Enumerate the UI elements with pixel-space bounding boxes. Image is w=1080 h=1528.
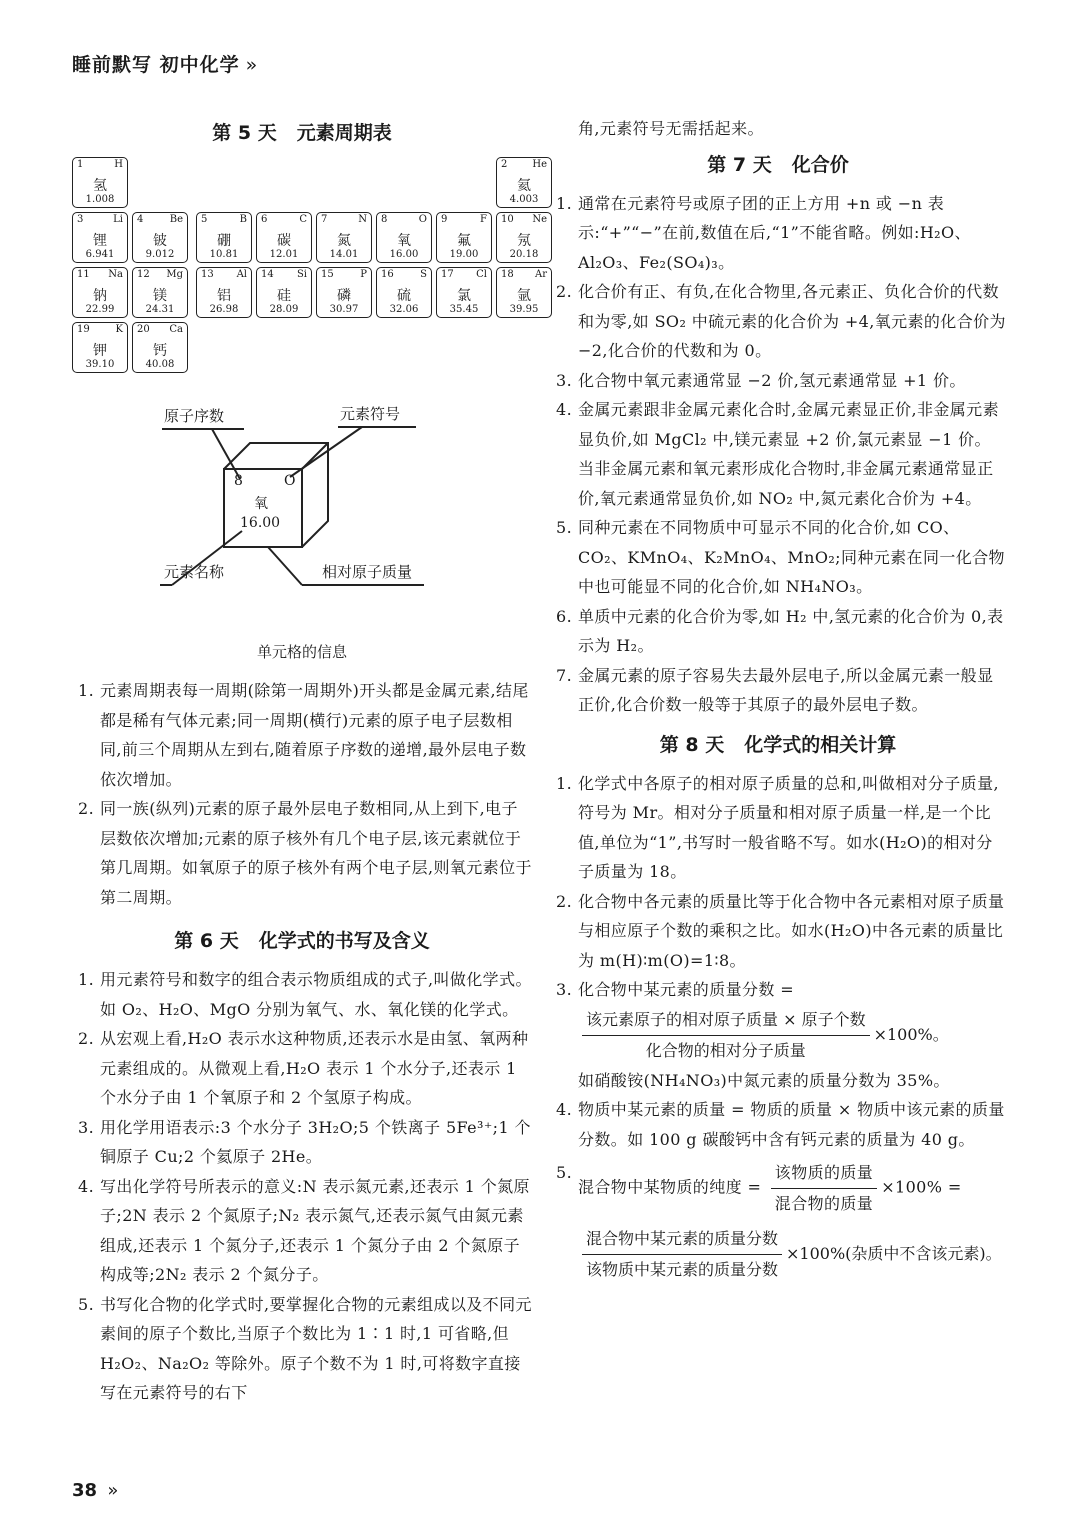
atomic-mass: 12.01	[269, 249, 299, 260]
atomic-number: 9	[441, 214, 448, 225]
item-text: 金属元素跟非金属元素化合时,金属元素显正价,非金属元素显负价,如 MgCl₂ 中,镁元素显 +2 价,氯元素显 −1 价。当非金属元素和氧元素形成化合物时,非金属元素通常显正价,氧元素通常显负价,如 NO₂ 中,氮元素化合价为 +4。	[578, 400, 999, 508]
element-symbol: Ca	[169, 324, 183, 335]
item-text: 写出化学符号所表示的意义:N 表示氮元素,还表示 1 个氮原子;2N 表示 2 个氮原子;N₂ 表示氮气,还表示氮气由氮元素组成,还表示 1 个氮分子,还表示 1 个氮分子由 2 个氮原子构成等;2N₂ 表示 2 个氮分子。	[100, 1176, 530, 1284]
list-item	[72, 1024, 532, 1113]
list-item	[72, 1290, 532, 1408]
element-cell	[316, 212, 372, 263]
atomic-mass: 20.18	[509, 249, 539, 260]
element-cell	[496, 212, 552, 263]
fraction: $\frac{\text{混合物中某元素的质量分数}}{\text{该物质中某元素的质量分数}}$	[582, 1224, 782, 1285]
item-text: 用元素符号和数字的组合表示物质组成的式子,叫做化学式。如 O₂、H₂O、MgO 分别为氧气、水、氧化镁的化学式。	[100, 970, 532, 1019]
item-text: 用化学用语表示:3 个水分子 3H₂O;5 个铁离子 5Fe³⁺;1 个铜原子 Cu;2 个氦原子 2He。	[100, 1117, 531, 1166]
element-symbol: He	[532, 159, 547, 170]
element-name: 硅	[277, 288, 291, 304]
element-symbol: P	[360, 269, 367, 280]
element-name: 氦	[517, 178, 531, 194]
atomic-number: 19	[77, 324, 90, 335]
item-number: 5.	[556, 518, 573, 537]
day8-title: 第 8 天 化学式的相关计算	[659, 733, 897, 756]
item-number: 4.	[556, 400, 573, 419]
element-name: 钠	[93, 288, 107, 304]
list-item	[72, 1113, 532, 1172]
atomic-mass: 39.95	[509, 304, 539, 315]
atomic-mass: 24.31	[145, 304, 175, 315]
fraction	[582, 1005, 870, 1066]
label-atomic-number: 原子序数	[164, 407, 225, 425]
element-cell	[132, 267, 188, 318]
element-name: 氯	[457, 288, 471, 304]
atomic-number: 14	[261, 269, 274, 280]
header-title: 睡前默写 初中化学	[72, 54, 240, 76]
element-symbol: O	[418, 214, 427, 225]
atomic-number: 17	[441, 269, 454, 280]
element-symbol: N	[358, 214, 367, 225]
page-number: 38	[72, 1480, 98, 1501]
element-cell	[436, 267, 492, 318]
list-item	[550, 887, 1006, 976]
item-number: 1.	[556, 193, 573, 213]
day6-title: 第 6 天 化学式的书写及含义	[174, 930, 430, 952]
item-text: 元素周期表每一周期(除第一周期外)开头都是金属元素,结尾都是稀有气体元素;同一周期(横行)元素的原子电子层数相同,前三个周期从左到右,随着原子序数的递增,最外层电子数依次增加。	[100, 681, 529, 789]
label-atomic-mass: 相对原子质量	[322, 563, 413, 581]
periodic-table	[72, 157, 547, 379]
day5-title: 第 5 天 元素周期表	[212, 122, 392, 144]
element-symbol: Be	[169, 214, 183, 225]
day7-title: 第 7 天 化合价	[707, 153, 849, 176]
atomic-mass: 10.81	[209, 249, 239, 260]
item-number: 1.	[78, 681, 95, 700]
item-text: 金属元素的原子容易失去最外层电子,所以金属元素一般显正价,化合价数一般等于其原子的最外层电子数。	[578, 665, 994, 714]
chevron-right-icon: »	[245, 54, 259, 76]
page-footer	[72, 1480, 118, 1501]
atomic-mass: 40.08	[145, 359, 175, 370]
element-name: 氖	[517, 233, 531, 249]
element-cell	[72, 322, 128, 373]
atomic-mass: 30.97	[329, 304, 359, 315]
element-cell	[132, 322, 188, 373]
item-number: 7.	[556, 665, 573, 685]
element-name: 硼	[217, 233, 231, 249]
atomic-number: 3	[77, 214, 84, 225]
cube-caption: 单元格的信息	[256, 643, 347, 661]
element-name: 镁	[153, 288, 167, 304]
atomic-mass: 32.06	[389, 304, 419, 315]
element-cell	[72, 267, 128, 318]
item-text: 同一族(纵列)元素的原子最外层电子数相同,从上到下,电子层数依次增加;元素的原子核外有几个电子层,该元素就位于第几周期。如氧原子的原子核外有两个电子层,则氧元素位于第二周期。	[100, 799, 532, 907]
label-element-symbol: 元素符号	[340, 405, 401, 423]
list-item	[72, 794, 532, 912]
atomic-mass: 1.008	[85, 194, 115, 205]
atomic-number: 10	[501, 214, 514, 225]
element-cell	[196, 212, 252, 263]
atomic-number: 11	[77, 269, 90, 280]
item-text: 化合物中某元素的质量分数 =	[578, 980, 795, 999]
element-name: 氟	[457, 233, 471, 249]
element-cell	[256, 212, 312, 263]
item-number: 3.	[556, 370, 573, 390]
item-text: 从宏观上看,H₂O 表示水这种物质,还表示水是由氢、氧两种元素组成的。从微观上看,H₂O 表示 1 个水分子,还表示 1 个水分子由 1 个氧原子和 2 个氢原子构成。	[100, 1029, 529, 1107]
element-cell	[72, 157, 128, 208]
element-cell	[132, 212, 188, 263]
atomic-mass: 4.003	[509, 194, 539, 205]
atomic-number: 4	[137, 214, 144, 225]
list-item	[550, 395, 1006, 513]
element-cell	[496, 157, 552, 208]
item-text: 化合价有正、有负,在化合物里,各元素正、负化合价的代数和为零,如 SO₂ 中硫元素的化合价为 +4,氧元素的化合价为 −2,化合价的代数和为 0。	[578, 282, 1006, 360]
atomic-number: 1	[77, 159, 84, 170]
item-text: 化学式中各原子的相对原子质量的总和,叫做相对分子质量,符号为 Mr。相对分子质量和相对原子质量一样,是一个比值,单位为“1”,书写时一般省略不写。如水(H₂O)的相对分子质量为 18。	[578, 773, 999, 881]
item-number: 2.	[78, 1029, 95, 1048]
element-cell	[376, 212, 432, 263]
list-item: 5. 混合物中某物质的纯度 = $\frac{\text{该物质的质量}}{\text{混合物的质量}}$ ×100% =	[550, 1158, 1006, 1218]
element-name: 磷	[337, 288, 351, 304]
day6-items	[72, 965, 532, 1408]
item-number: 5.	[78, 1294, 95, 1314]
element-name: 钾	[93, 343, 107, 359]
chevron-right-icon: »	[107, 1480, 119, 1501]
atomic-number: 2	[501, 159, 508, 170]
mass-fraction-formula: $\frac{\text{该元素原子的相对原子质量 × 原子个数}}{\text{化合物的相对分子质量}}$ ×100%。	[550, 1005, 1006, 1066]
day5-items	[72, 676, 532, 912]
list-item	[550, 366, 1006, 396]
list-item	[72, 676, 532, 794]
item-number: 1.	[78, 970, 95, 989]
element-name: 碳	[277, 233, 291, 249]
day7-items	[550, 189, 1006, 720]
element-name: 硫	[397, 288, 411, 304]
cube-mass: 16.00	[240, 515, 281, 531]
element-symbol: Al	[236, 269, 247, 280]
atomic-mass: 39.10	[85, 359, 115, 370]
atomic-mass: 16.00	[389, 249, 419, 260]
atomic-mass: 19.00	[449, 249, 479, 260]
day8-items	[550, 769, 1006, 1005]
item-number: 4.	[78, 1176, 95, 1196]
element-cell	[196, 267, 252, 318]
fraction-denominator: 化合物的相对分子质量	[645, 1040, 806, 1060]
atomic-number: 13	[201, 269, 214, 280]
atomic-number: 7	[321, 214, 328, 225]
atomic-mass: 6.941	[85, 249, 115, 260]
list-item	[550, 661, 1006, 720]
element-cell	[72, 212, 128, 263]
element-symbol: B	[239, 214, 247, 225]
right-column	[550, 114, 1006, 1285]
element-name: 铍	[153, 233, 167, 249]
element-cell	[256, 267, 312, 318]
element-name: 铝	[217, 288, 231, 304]
element-symbol: Cl	[476, 269, 487, 280]
atomic-mass: 28.09	[269, 304, 299, 315]
running-header	[72, 50, 258, 77]
item-text: 化合物中氧元素通常显 −2 价,氢元素通常显 +1 价。	[578, 370, 966, 390]
list-item	[550, 189, 1006, 278]
cube-symbol: O	[284, 473, 296, 489]
list-item: 4. 物质中某元素的质量 = 物质的质量 × 物质中该元素的质量分数。如 100 g 碳酸钙中含有钙元素的质量为 40 g。	[556, 1100, 1005, 1149]
list-item	[550, 975, 1006, 1005]
atomic-number: 18	[501, 269, 514, 280]
atomic-mass: 9.012	[145, 249, 175, 260]
element-symbol: Li	[113, 214, 123, 225]
list-item	[550, 602, 1006, 661]
item-number: 3.	[78, 1117, 95, 1137]
cube-name: 氧	[254, 496, 268, 512]
cell-diagram	[72, 397, 532, 637]
atomic-number: 15	[321, 269, 334, 280]
list-item	[550, 769, 1006, 887]
element-symbol: Si	[296, 269, 307, 280]
atomic-mass: 22.99	[85, 304, 115, 315]
item-text: 单质中元素的化合价为零,如 H₂ 中,氢元素的化合价为 0,表示为 H₂。	[578, 606, 1004, 655]
element-symbol: C	[299, 214, 307, 225]
element-cell	[376, 267, 432, 318]
item-number: 1.	[556, 773, 573, 793]
mass-fraction-example: 如硝酸铵(NH₄NO₃)中氮元素的质量分数为 35%。	[578, 1070, 950, 1090]
item-number: 2.	[556, 891, 573, 911]
atomic-mass: 26.98	[209, 304, 239, 315]
atomic-number: 6	[261, 214, 268, 225]
item-number: 2.	[556, 282, 573, 301]
continuation-text: 角,元素符号无需括起来。	[578, 119, 764, 138]
atomic-mass: 35.45	[449, 304, 479, 315]
cube-figure	[72, 397, 532, 637]
purity-formula: $\frac{\text{混合物中某元素的质量分数}}{\text{该物质中某元素的质量分数}}$ ×100%(杂质中不含该元素)。	[550, 1224, 1006, 1285]
item-number: 2.	[78, 799, 95, 818]
list-item	[550, 277, 1006, 366]
element-cell	[436, 212, 492, 263]
item-text: 书写化合物的化学式时,要掌握化合物的元素组成以及不同元素间的原子个数比,当原子个数比为 1∶1 时,1 可省略,但 H₂O₂、Na₂O₂ 等除外。原子个数不为 1 时,可将数字直接写在元素符号的右下	[100, 1294, 532, 1402]
item-text: 通常在元素符号或原子团的正上方用 +n 或 −n 表示:“+”“−”在前,数值在后,“1”不能省略。例如:H₂O、Al₂O₃、Fe₂(SO₄)₃。	[578, 193, 971, 272]
left-column	[72, 110, 547, 1408]
atomic-number: 16	[381, 269, 394, 280]
atomic-number: 12	[137, 269, 150, 280]
element-name: 氮	[337, 233, 351, 249]
element-symbol: S	[420, 269, 427, 280]
list-item	[550, 513, 1006, 602]
item-text: 同种元素在不同物质中可显示不同的化合价,如 CO、CO₂、KMnO₄、K₂MnO₄、MnO₂;同种元素在同一化合物中也可能显不同的化合价,如 NH₄NO₃。	[578, 518, 1005, 596]
list-item	[72, 1172, 532, 1290]
item-number: 3.	[556, 980, 573, 999]
element-name: 氧	[397, 233, 411, 249]
list-item	[72, 965, 532, 1024]
atomic-mass: 14.01	[329, 249, 359, 260]
cube-z: 8	[234, 473, 243, 489]
element-cell	[496, 267, 552, 318]
item-text: 化合物中各元素的质量比等于化合物中各元素相对原子质量与相应原子个数的乘积之比。如水(H₂O)中各元素的质量比为 m(H)∶m(O)=1∶8。	[578, 891, 1005, 970]
fraction-numerator: 该元素原子的相对原子质量 × 原子个数	[582, 1005, 870, 1036]
element-name: 钙	[153, 343, 167, 359]
element-name: 锂	[93, 233, 107, 249]
element-name: 氩	[517, 288, 531, 304]
atomic-number: 8	[381, 214, 388, 225]
atomic-number: 5	[201, 214, 208, 225]
element-symbol: Mg	[166, 269, 183, 280]
element-symbol: Na	[108, 269, 123, 280]
element-cell	[316, 267, 372, 318]
element-symbol: F	[480, 214, 487, 225]
element-symbol: H	[114, 159, 123, 170]
element-name: 氢	[93, 178, 107, 194]
item-number: 6.	[556, 606, 573, 626]
label-element-name: 元素名称	[164, 563, 225, 581]
atomic-number: 20	[137, 324, 150, 335]
element-symbol: Ar	[534, 269, 547, 280]
fraction: $\frac{\text{该物质的质量}}{\text{混合物的质量}}$	[771, 1158, 877, 1218]
element-symbol: K	[115, 324, 123, 335]
element-symbol: Ne	[532, 214, 547, 225]
